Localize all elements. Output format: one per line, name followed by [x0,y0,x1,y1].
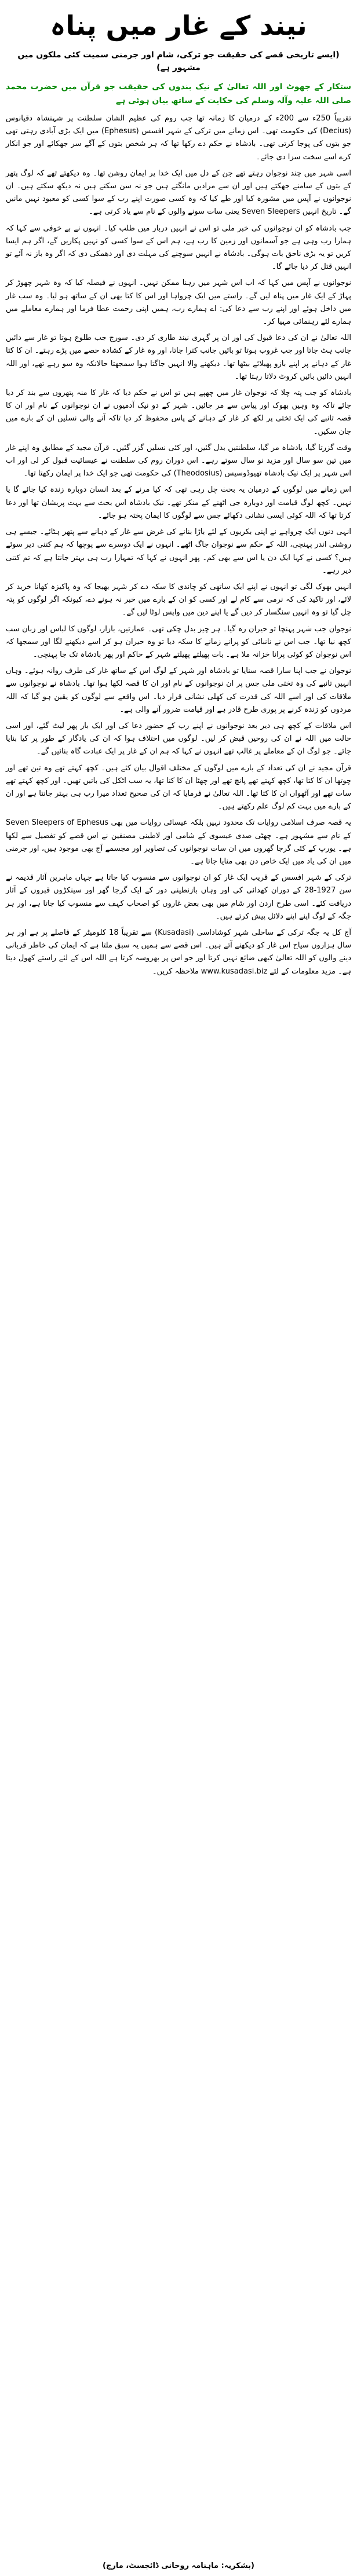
article-footer: (بشکریہ: ماہنامہ روحانی ڈائجسٹ، مارچ) [103,2562,254,2570]
body-paragraph: قرآن مجید نے ان کی تعداد کے بارے میں لوگوں کے مختلف اقوال بیان کئے ہیں۔ کچھ کہتے تھے وہ تین تھے اور چوتھا ان کا کتا تھا، کچھ کہتے تھے پانچ تھے اور چھٹا ان کا کتا تھا، یہ سب اٹکل کی باتیں تھیں۔ اور کچھ کہتے تھے سات تھے اور آٹھواں ان کا کتا تھا۔ اللہ تعالیٰ نے فرمایا کہ ان کی صحیح تعداد میرا رب ہی بہتر جانتا ہے اور ان کے بارے میں بہت کم لوگ علم رکھتے ہیں۔ [6,763,351,811]
article-subtitle: (ایسے تاریخی قصے کی حقیقت جو ترکی، شام اور جرمنی سمیت کئی ملکوں میں مشہور ہے) [17,50,340,72]
article-body [6,112,351,978]
body-paragraph: وقت گزرتا گیا، بادشاہ مر گیا، سلطنتیں بدل گئیں، اور کئی نسلیں گزر گئیں۔ قرآن مجید کے مطابق وہ اپنے غار میں تین سو سال اور مزید نو سال سوتے رہے۔ اس دوران روم کی سلطنت نے عیسائیت قبول کر لی اور اب اس شہر پر ایک نیک بادشاہ تھیوڈوسیس (Theodosius) کی حکومت تھی جو ایک خدا پر ایمان رکھتا تھا۔ [6,443,351,478]
body-paragraph: اللہ تعالیٰ نے ان کی دعا قبول کی اور ان پر گہری نیند طاری کر دی۔ سورج جب طلوع ہوتا تو غار سے دائیں جانب ہٹ جاتا اور جب غروب ہوتا تو بائیں جانب کترا جاتا، اور وہ غار کے کشادہ حصے میں پڑے رہتے۔ ان کا کتا غار کے دہانے پر اپنے بازو پھیلائے بیٹھا تھا۔ دیکھنے والا انہیں جاگتا ہوا سمجھتا حالانکہ وہ سو رہے تھے، اور اللہ انہیں دائیں بائیں کروٹ دلاتا رہتا تھا۔ [6,334,351,381]
body-paragraph: نوجوان نے جب اپنا سارا قصہ سنایا تو بادشاہ اور شہر کے لوگ اس کے ساتھ غار کی طرف روانہ ہوئے۔ وہاں انہیں تانبے کی وہ تختی ملی جس پر ان نوجوانوں کے نام اور ان کا قصہ لکھا ہوا تھا۔ بادشاہ نے نوجوانوں سے ملاقات کی اور اسے اللہ کی قدرت کی کھلی نشانی قرار دیا۔ اس واقعے سے لوگوں کو یقین ہو گیا کہ اللہ مردوں کو زندہ کرنے پر پوری طرح قادر ہے اور قیامت ضرور آنے والی ہے۔ [6,667,351,714]
body-paragraph: نوجوانوں نے آپس میں کہا کہ اب اس شہر میں رہنا ممکن نہیں۔ انہوں نے فیصلہ کیا کہ وہ شہر چھوڑ کر پہاڑ کے ایک غار میں پناہ لیں گے۔ راستے میں ایک چرواہا اور اس کا کتا بھی ان کے ساتھ ہو لیا۔ وہ سب غار میں داخل ہوئے اور اپنے رب سے دعا کی: اے ہمارے رب، ہمیں اپنی رحمت عطا فرما اور ہمارے معاملے میں ہمارے لئے رہنمائی مہیا کر۔ [6,279,351,327]
body-paragraph: اسی شہر میں چند نوجوان رہتے تھے جن کے دل میں ایک خدا پر ایمان روشن تھا۔ وہ دیکھتے تھے کہ لوگ پتھر کے بتوں کے سامنے جھکتے ہیں اور ان سے مرادیں مانگتے ہیں جو نہ سن سکتے ہیں نہ دیکھ سکتے ہیں۔ ان نوجوانوں نے آپس میں مشورہ کیا اور طے کیا کہ وہ کسی صورت اپنے رب کے سوا کسی کو معبود نہیں مانیں گے۔ تاریخ انہیں Seven Sleepers یعنی سات سونے والوں کے نام سے یاد کرتی ہے۔ [6,169,351,217]
body-paragraph: اس ملاقات کے کچھ ہی دیر بعد نوجوانوں نے اپنے رب کے حضور دعا کی اور ایک بار پھر لیٹ گئے، اور اسی حالت میں اللہ نے ان کی روحیں قبض کر لیں۔ لوگوں میں اختلاف ہوا کہ ان کی یادگار کے طور پر کیا بنایا جائے۔ جو لوگ ان کے معاملے پر غالب تھے انہوں نے کہا کہ ہم ان کے غار پر ایک عبادت گاہ بنائیں گے۔ [6,721,351,756]
body-paragraph: انہیں بھوک لگی تو انہوں نے اپنے ایک ساتھی کو چاندی کا سکہ دے کر شہر بھیجا کہ وہ پاکیزہ کھانا خرید کر لائے، اور تاکید کی کہ نرمی سے کام لے اور کسی کو ان کے بارے میں خبر نہ ہونے دے، کیونکہ اگر لوگوں کو پتہ چل گیا تو وہ انہیں سنگسار کر دیں گے یا اپنے دین میں واپس لوٹا لیں گے۔ [6,582,351,617]
body-paragraph: تقریباً 250ء سے 200ء کے درمیان کا زمانہ تھا جب روم کی عظیم الشان سلطنت پر شہنشاہ دقیانوس (Decius) کی حکومت تھی۔ اس زمانے میں ترکی کے شہر افسس (Ephesus) میں ایک بڑی آبادی رہتی تھی جو بتوں کی پوجا کرتی تھی۔ بادشاہ نے حکم دے رکھا تھا کہ ہر شخص بتوں کے آگے سر جھکائے اور جو انکار کرے اسے سخت سزا دی جائے۔ [6,114,351,162]
body-paragraph: انہی دنوں ایک چرواہے نے اپنی بکریوں کے لئے باڑا بنانے کی غرض سے غار کے دہانے سے پتھر ہٹائے۔ جیسے ہی روشنی اندر پہنچی، اللہ کے حکم سے نوجوان جاگ اٹھے۔ انہوں نے ایک دوسرے سے پوچھا کہ ہم کتنی دیر سوئے ہیں؟ کسی نے کہا ایک دن یا اس سے بھی کم۔ پھر انہوں نے کہا کہ تمہارا رب ہی بہتر جانتا ہے کہ تم کتنی دیر رہے۔ [6,528,351,575]
body-paragraph: یہ قصہ صرف اسلامی روایات تک محدود نہیں بلکہ عیسائی روایات میں بھی Seven Sleepers of Ephesus کے نام سے مشہور ہے۔ چھٹی صدی عیسوی کے شامی اور لاطینی مصنفین نے اس قصے کو تفصیل سے لکھا ہے۔ یورپ کے کئی گرجا گھروں میں ان سات نوجوانوں کی تصاویر اور مجسمے آج بھی موجود ہیں، اور جرمنی میں ان کی یاد میں ایک خاص دن بھی منایا جاتا ہے۔ [6,818,352,866]
body-paragraph: نوجوان جب شہر پہنچا تو حیران رہ گیا۔ ہر چیز بدل چکی تھی۔ عمارتیں، بازار، لوگوں کا لباس اور زبان سب کچھ نیا تھا۔ جب اس نے نانبائی کو پرانے زمانے کا سکہ دیا تو وہ حیران ہو کر اسے دیکھنے لگا اور سمجھا کہ اس نوجوان کو کوئی پرانا خزانہ ملا ہے۔ بات پھیلتے پھیلتے شہر کے حاکم اور پھر بادشاہ تک جا پہنچی۔ [6,624,351,659]
body-paragraph: آج کل یہ جگہ ترکی کے ساحلی شہر کوشاداسی (Kusadasi) سے تقریباً 18 کلومیٹر کے فاصلے پر ہے اور ہر سال ہزاروں سیاح اس غار کو دیکھنے آتے ہیں۔ اس قصے سے ہمیں یہ سبق ملتا ہے کہ ایمان کی خاطر قربانی دینے والوں کو اللہ تعالیٰ کبھی ضائع نہیں کرتا اور جو اس پر بھروسہ کرتا ہے اللہ اس کے لئے راستے کھول دیتا ہے۔ مزید معلومات کے لئے www.kusadasi.biz ملاحظہ کریں۔ [6,928,351,976]
article-title: نیند کے غار میں پناہ [50,10,307,41]
body-paragraph: ترکی کے شہر افسس کے قریب ایک غار کو ان نوجوانوں سے منسوب کیا جاتا ہے جہاں ماہرین آثار قدیمہ نے سن 1927-28 کے دوران کھدائی کی اور وہاں بازنطینی دور کے ایک گرجا گھر اور سینکڑوں قبروں کے آثار دریافت کئے۔ اسی طرح اردن اور شام میں بھی بعض غاروں کو اصحاب کہف سے منسوب کیا جاتا ہے، اور ہر جگہ کے لوگ اپنے اپنے دلائل پیش کرتے ہیں۔ [6,873,352,921]
article-lead: ستکار کے جھوٹ اور اللہ تعالیٰ کے نیک بندوں کی حقیقت جو قرآن میں حضرت محمد صلی اللہ علیہ وآلہ وسلم کی حکایت کے ساتھ بیان ہوئی ہے [6,82,351,105]
body-paragraph: بادشاہ کو جب پتہ چلا کہ نوجوان غار میں چھپے ہیں تو اس نے حکم دیا کہ غار کا منہ پتھروں سے بند کر دیا جائے تاکہ وہ وہیں بھوک اور پیاس سے مر جائیں۔ شہر کے دو نیک آدمیوں نے ان نوجوانوں کے نام اور ان کا قصہ تانبے کی ایک تختی پر لکھ کر غار کے دہانے کے پاس محفوظ کر دیا تاکہ آنے والی نسلیں ان کے بارے میں جان سکیں۔ [6,389,351,436]
body-paragraph: اس زمانے میں لوگوں کے درمیان یہ بحث چل رہی تھی کہ کیا مرنے کے بعد انسان دوبارہ زندہ کیا جائے گا یا نہیں۔ کچھ لوگ قیامت اور دوبارہ جی اٹھنے کے منکر تھے۔ نیک بادشاہ اس بحث سے بہت پریشان تھا اور دعا کرتا تھا کہ اللہ کوئی ایسی نشانی دکھائے جس سے لوگوں کا ایمان پختہ ہو جائے۔ [6,485,351,520]
body-paragraph: جب بادشاہ کو ان نوجوانوں کی خبر ملی تو اس نے انہیں دربار میں طلب کیا۔ انہوں نے بے خوفی سے کہا کہ ہمارا رب وہی ہے جو آسمانوں اور زمین کا رب ہے، ہم اس کے سوا کسی کو نہیں پکاریں گے، اگر ہم ایسا کریں تو یہ بڑی ناحق بات ہوگی۔ بادشاہ نے انہیں سوچنے کی مہلت دی اور دھمکی دی کہ اگر وہ باز نہ آئے تو انہیں قتل کر دیا جائے گا۔ [6,224,351,272]
